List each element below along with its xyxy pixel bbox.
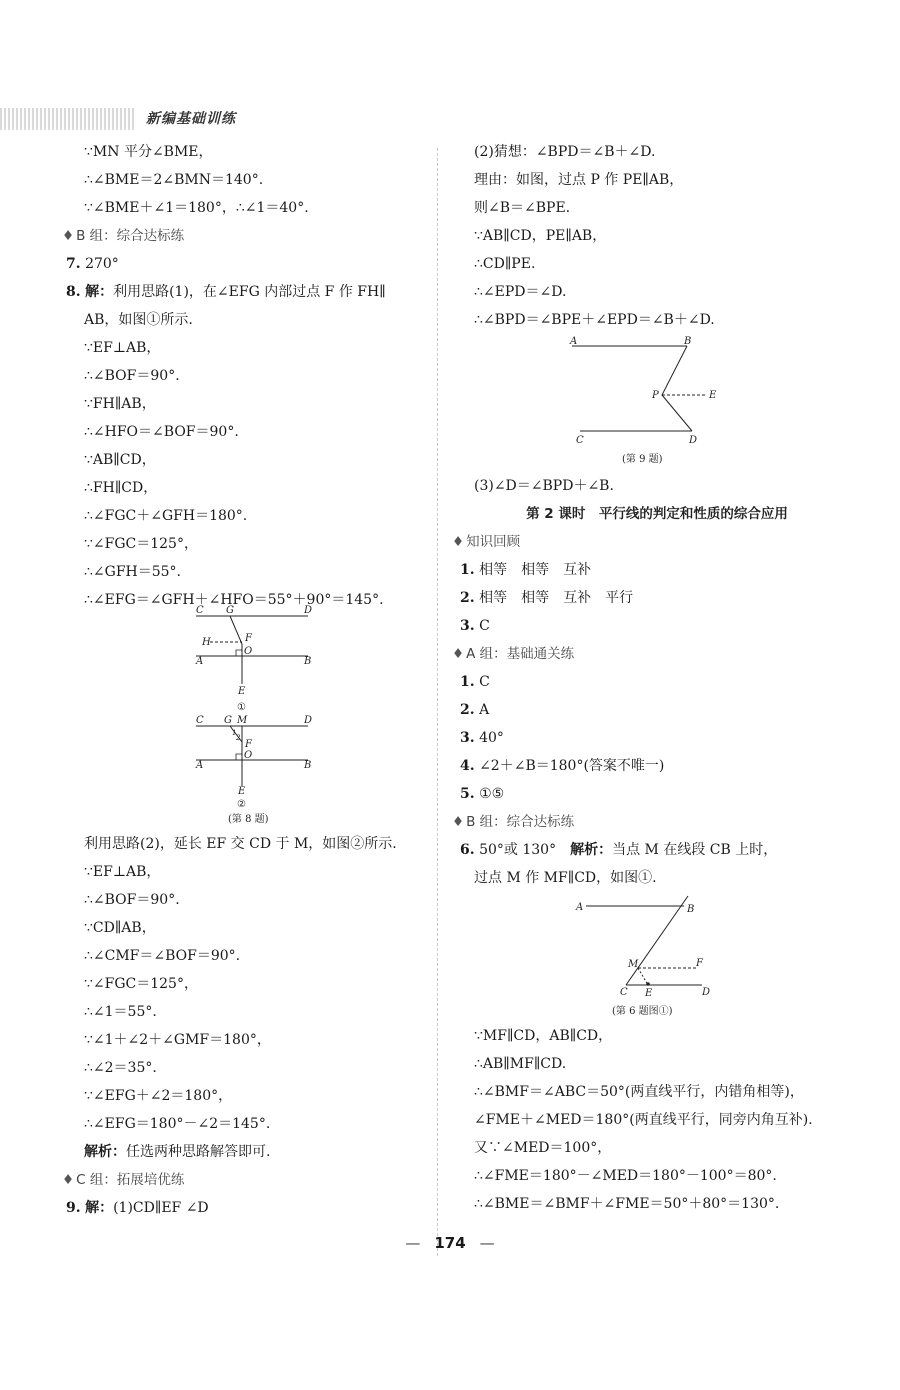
label-c: C — [620, 987, 628, 998]
text-line: ∵∠FGC＝125°， — [84, 976, 198, 992]
label-o: O — [244, 646, 253, 657]
right-column — [452, 138, 862, 1218]
text-line: ∴∠HFO＝∠BOF＝90°. — [84, 424, 239, 440]
figure-6 — [452, 892, 862, 1022]
label-d: D — [689, 435, 698, 446]
text-line: ∵∠EFG＋∠2＝180°， — [84, 1088, 233, 1104]
figure-9 — [452, 334, 862, 472]
answer-a2: 2. A — [460, 702, 490, 718]
label-b-2: B — [304, 760, 312, 771]
diamond-icon: ♦ — [452, 534, 465, 550]
label-d-2: D — [304, 715, 313, 726]
figure-8-diagram — [62, 605, 432, 830]
label-o-2: O — [244, 750, 253, 761]
label-m: M — [628, 959, 639, 970]
right-angle-mark — [236, 650, 242, 656]
label-c: C — [576, 435, 584, 446]
text-line: ∵MF∥CD，AB∥CD， — [474, 1028, 613, 1044]
text-line: ∵MN 平分∠BME， — [84, 144, 213, 160]
line-gf — [230, 616, 242, 644]
label-b: B — [684, 336, 692, 347]
column-divider — [437, 148, 438, 1256]
text-line: ∴∠CMF＝∠BOF＝90°. — [84, 948, 241, 964]
question-9: 9. 解：(1)CD∥EF ∠D — [66, 1200, 209, 1216]
text-line: ∴∠2＝35°. — [84, 1060, 157, 1076]
label-e: E — [709, 390, 717, 401]
label-g: G — [226, 605, 234, 616]
text-line: ∵∠FGC＝125°， — [84, 536, 198, 552]
text-line: ∵EF⊥AB， — [84, 340, 161, 356]
label-f-2: F — [245, 739, 252, 750]
answer-a5: 5. ①⑤ — [460, 786, 505, 802]
caption-1: ① — [237, 702, 246, 713]
label-h: H — [202, 637, 211, 648]
text-line: ∴∠BOF＝90°. — [84, 368, 180, 384]
section-heading-k: ♦ 知识回顾 — [452, 534, 521, 550]
header-decoration — [0, 108, 135, 130]
label-g-2: G — [224, 715, 232, 726]
text-line: ∴∠EFG＝∠GFH＋∠HFO＝55°＋90°＝145°. — [84, 592, 384, 608]
line-cb — [626, 896, 688, 985]
text-line: ∵EF⊥AB， — [84, 864, 161, 880]
text-line: 又∵∠MED＝100°， — [474, 1140, 612, 1156]
text-line: (3)∠D＝∠BPD＋∠B. — [474, 478, 614, 494]
label-c-2: C — [196, 715, 204, 726]
text-line: ∴∠BME＝∠BMF＋∠FME＝50°＋80°＝130°. — [474, 1196, 780, 1212]
label-a: A — [570, 336, 578, 347]
book-title: 新编基础训练 — [146, 111, 236, 127]
section-heading-b2: ♦ B 组：综合达标练 — [452, 814, 575, 830]
label-e: E — [645, 988, 653, 999]
text-line: ∴∠EPD＝∠D. — [474, 284, 567, 300]
text-line: ∵∠1＋∠2＋∠GMF＝180°， — [84, 1032, 271, 1048]
label-d: D — [304, 605, 313, 616]
line-me — [638, 968, 648, 985]
question-7: 7. 270° — [66, 256, 119, 272]
label-f: F — [696, 958, 703, 969]
answer-k2: 2. 相等 相等 互补 平行 — [460, 590, 634, 606]
point-e — [646, 982, 650, 986]
text-line: 理由：如图，过点 P 作 PE∥AB， — [474, 172, 684, 188]
label-angle-1: 1 — [232, 729, 237, 737]
section-heading-a: ♦ A 组：基础通关练 — [452, 646, 575, 662]
left-column — [62, 138, 432, 1222]
question-8: 8. 解：利用思路(1)，在∠EFG 内部过点 F 作 FH∥ — [66, 284, 386, 300]
text-line: ∴∠BMF＝∠ABC＝50°(两直线平行，内错角相等)， — [474, 1084, 804, 1100]
label-e-2: E — [238, 786, 246, 797]
figure-6-diagram — [452, 892, 862, 1022]
text-line: 过点 M 作 MF∥CD，如图①. — [474, 870, 657, 886]
label-m-2: M — [237, 715, 248, 726]
text-line: ∴FH∥CD， — [84, 480, 158, 496]
text-line: ∵FH∥AB， — [84, 396, 156, 412]
answer-k3: 3. C — [460, 618, 490, 634]
text-line: 利用思路(2)，延长 EF 交 CD 于 M，如图②所示. — [84, 836, 397, 852]
section-heading-b: ♦ B 组：综合达标练 — [62, 228, 185, 244]
answer-a4: 4. ∠2＋∠B＝180°(答案不唯一) — [460, 758, 665, 774]
text-line: 解析：任选两种思路解答即可. — [84, 1144, 271, 1160]
text-line: 则∠B＝∠BPE. — [474, 200, 571, 216]
line-bpd — [662, 346, 692, 431]
caption-q9: (第 9 题) — [622, 454, 663, 465]
figure-9-diagram — [452, 334, 862, 472]
text-line: ∴∠FGC＋∠GFH＝180°. — [84, 508, 248, 524]
label-d: D — [702, 987, 711, 998]
text-line: ∵AB∥CD， — [84, 452, 156, 468]
text-line: ∵CD∥AB， — [84, 920, 156, 936]
label-p: P — [652, 390, 659, 401]
answer-k1: 1. 相等 相等 互补 — [460, 562, 592, 578]
caption-q8: (第 8 题) — [228, 814, 269, 825]
answer-b6: 6. 50°或 130° 解析：当点 M 在线段 CB 上时， — [460, 842, 778, 858]
label-a: A — [576, 902, 584, 913]
lesson-title: 第 2 课时 平行线的判定和性质的综合应用 — [526, 506, 788, 522]
caption-2: ② — [237, 799, 246, 810]
section-heading-c: ♦ C 组：拓展培优练 — [62, 1172, 185, 1188]
text-line: ∴∠BOF＝90°. — [84, 892, 180, 908]
label-b: B — [687, 904, 695, 915]
diamond-icon: ♦ — [452, 814, 465, 830]
caption-q6: (第 6 题图①) — [612, 1006, 673, 1017]
page-number: — 174 — — [405, 1234, 495, 1252]
text-line: ∴AB∥MF∥CD. — [474, 1056, 567, 1072]
answer-a3: 3. 40° — [460, 730, 504, 746]
text-line: ∴∠GFH＝55°. — [84, 564, 182, 580]
text-line: ∴∠EFG＝180°－∠2＝145°. — [84, 1116, 271, 1132]
diamond-icon: ♦ — [452, 646, 465, 662]
label-a-2: A — [196, 760, 204, 771]
figure-8 — [62, 605, 432, 830]
text-line: ∴CD∥PE. — [474, 256, 536, 272]
label-c: C — [196, 605, 204, 616]
label-a: A — [196, 656, 204, 667]
text-line: ∴∠BME＝2∠BMN＝140°. — [84, 172, 264, 188]
right-angle-mark-2 — [236, 754, 242, 760]
text-line: ∴∠BPD＝∠BPE＋∠EPD＝∠B＋∠D. — [474, 312, 715, 328]
diamond-icon: ♦ — [62, 1172, 75, 1188]
label-angle-2: 2 — [236, 734, 241, 742]
text-line: (2)猜想：∠BPD＝∠B＋∠D. — [474, 144, 656, 160]
label-b: B — [304, 656, 312, 667]
diamond-icon: ♦ — [62, 228, 75, 244]
label-f: F — [245, 633, 252, 644]
text-line: ∠FME＋∠MED＝180°(两直线平行，同旁内角互补). — [474, 1112, 813, 1128]
answer-a1: 1. C — [460, 674, 490, 690]
text-line: ∵AB∥CD，PE∥AB， — [474, 228, 607, 244]
text-line: ∵∠BME＋∠1＝180°，∴∠1＝40°. — [84, 200, 309, 216]
text-line: AB，如图①所示. — [84, 312, 193, 328]
label-e: E — [238, 686, 246, 697]
text-line: ∴∠FME＝180°－∠MED＝180°－100°＝80°. — [474, 1168, 777, 1184]
text-line: ∴∠1＝55°. — [84, 1004, 157, 1020]
